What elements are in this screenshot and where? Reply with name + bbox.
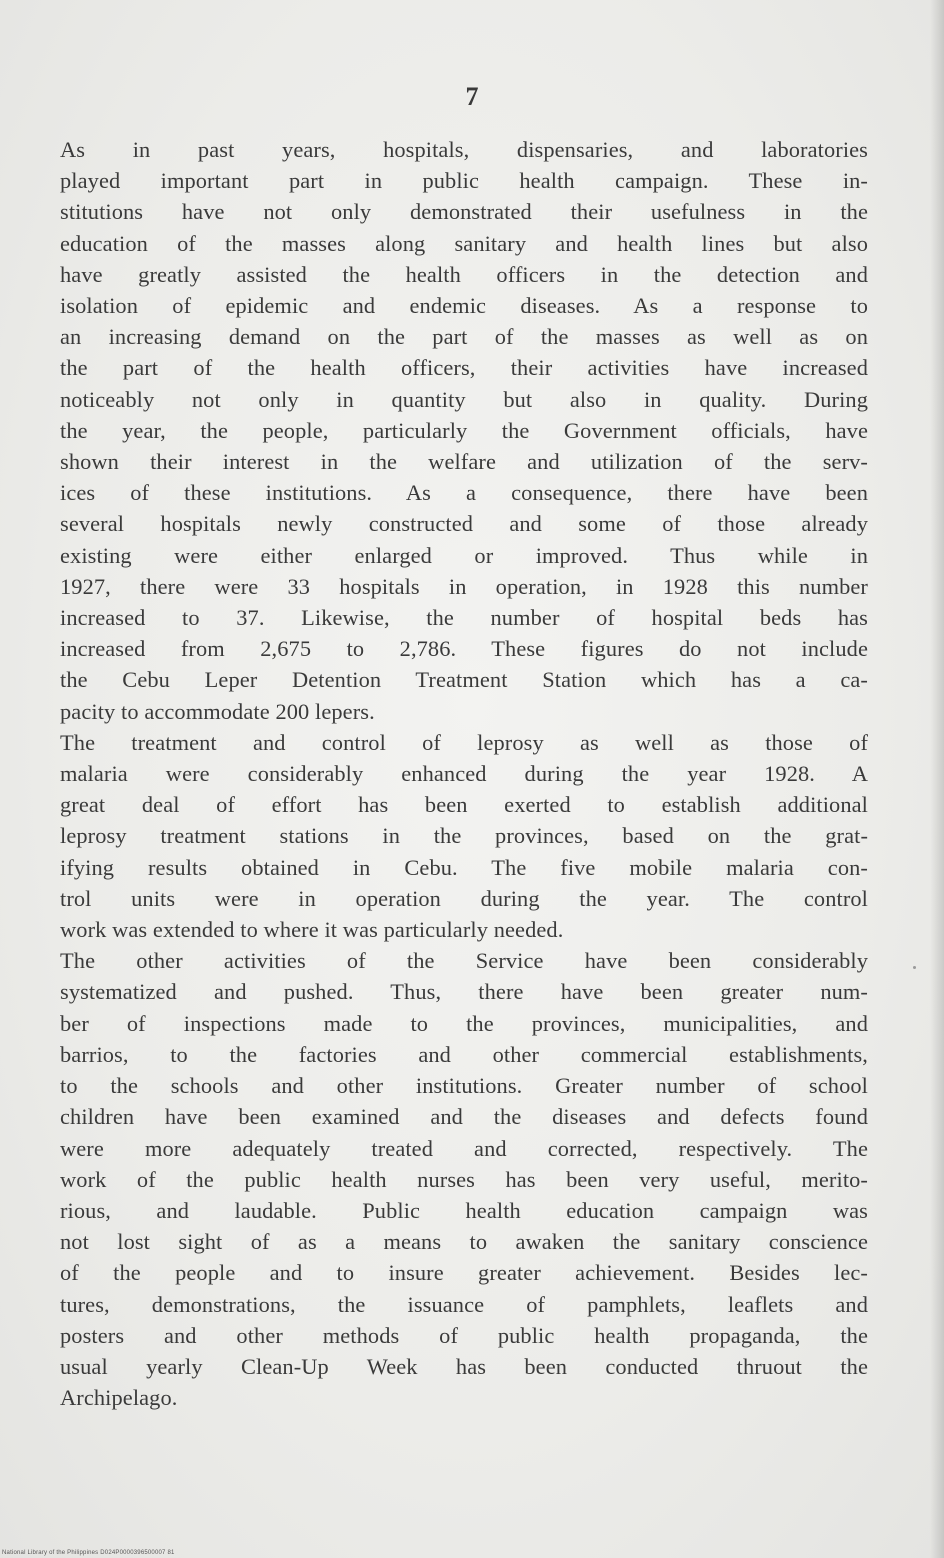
text-line: Archipelago. (60, 1385, 178, 1411)
text-line: ices of these institutions. As a consequence, there have been (60, 480, 868, 506)
page-edge-shadow (930, 0, 944, 1558)
text-line: existing were either enlarged or improved. Thus while in (60, 542, 868, 568)
text-line: not lost sight of as a means to awaken the sanitary conscience (60, 1229, 868, 1255)
text-line: work was extended to where it was particularly needed. (60, 917, 564, 943)
text-line: The other activities of the Service have been considerably (60, 948, 868, 974)
text-line: leprosy treatment stations in the provinces, based on the grat- (60, 823, 868, 849)
text-line: the Cebu Leper Detention Treatment Station which has a ca- (60, 667, 868, 693)
text-line: ber of inspections made to the provinces, municipalities, and (60, 1010, 868, 1036)
paragraph-3 (60, 945, 868, 1413)
text-line: were more adequately treated and corrected, respectively. The (60, 1135, 868, 1161)
text-line: played important part in public health campaign. These in- (60, 168, 868, 194)
text-line: of the people and to insure greater achievement. Besides lec- (60, 1260, 868, 1286)
text-line: posters and other methods of public health propaganda, the (60, 1322, 868, 1348)
text-line: children have been examined and the diseases and defects found (60, 1104, 868, 1130)
paragraph-2 (60, 727, 868, 945)
text-line: education of the masses along sanitary and health lines but also (60, 230, 868, 256)
scan-speck (913, 966, 916, 969)
body-text (60, 134, 868, 1413)
text-line: great deal of effort has been exerted to establish additional (60, 792, 868, 818)
text-line: trol units were in operation during the year. The control (60, 885, 868, 911)
text-line: increased to 37. Likewise, the number of hospital beds has (60, 605, 868, 631)
text-line: work of the public health nurses has been very useful, merito- (60, 1166, 868, 1192)
text-line: isolation of epidemic and endemic diseases. As a response to (60, 293, 868, 319)
text-line: increased from 2,675 to 2,786. These figures do not include (60, 636, 868, 662)
footer-credit: National Library of the Philippines D024P0000396500007 81 (2, 1550, 175, 1556)
text-line: shown their interest in the welfare and utilization of the serv- (60, 449, 868, 475)
text-line: 1927, there were 33 hospitals in operation, in 1928 this number (60, 573, 868, 599)
paragraph-1 (60, 134, 868, 727)
text-line: barrios, to the factories and other commercial establishments, (60, 1041, 868, 1067)
text-line: the year, the people, particularly the Government officials, have (60, 417, 868, 443)
text-line: noticeably not only in quantity but also in quality. During (60, 386, 868, 412)
text-line: several hospitals newly constructed and some of those already (60, 511, 868, 537)
text-line: usual yearly Clean-Up Week has been conducted thruout the (60, 1353, 868, 1379)
text-line: ifying results obtained in Cebu. The five mobile malaria con- (60, 854, 868, 880)
page-number: 7 (465, 82, 479, 111)
text-line: pacity to accommodate 200 lepers. (60, 698, 375, 724)
text-line: tures, demonstrations, the issuance of pamphlets, leaflets and (60, 1291, 868, 1317)
text-line: rious, and laudable. Public health education campaign was (60, 1197, 868, 1223)
text-line: malaria were considerably enhanced during the year 1928. A (60, 761, 868, 787)
text-line: As in past years, hospitals, dispensaries, and laboratories (60, 137, 868, 162)
text-line: The treatment and control of leprosy as well as those of (60, 729, 868, 755)
text-line: an increasing demand on the part of the masses as well as on (60, 324, 868, 350)
text-line: to the schools and other institutions. Greater number of school (60, 1073, 868, 1099)
text-line: stitutions have not only demonstrated their usefulness in the (60, 199, 868, 225)
text-line: have greatly assisted the health officers in the detection and (60, 261, 868, 287)
text-line: the part of the health officers, their activities have increased (60, 355, 868, 381)
text-line: systematized and pushed. Thus, there have been greater num- (60, 979, 868, 1005)
